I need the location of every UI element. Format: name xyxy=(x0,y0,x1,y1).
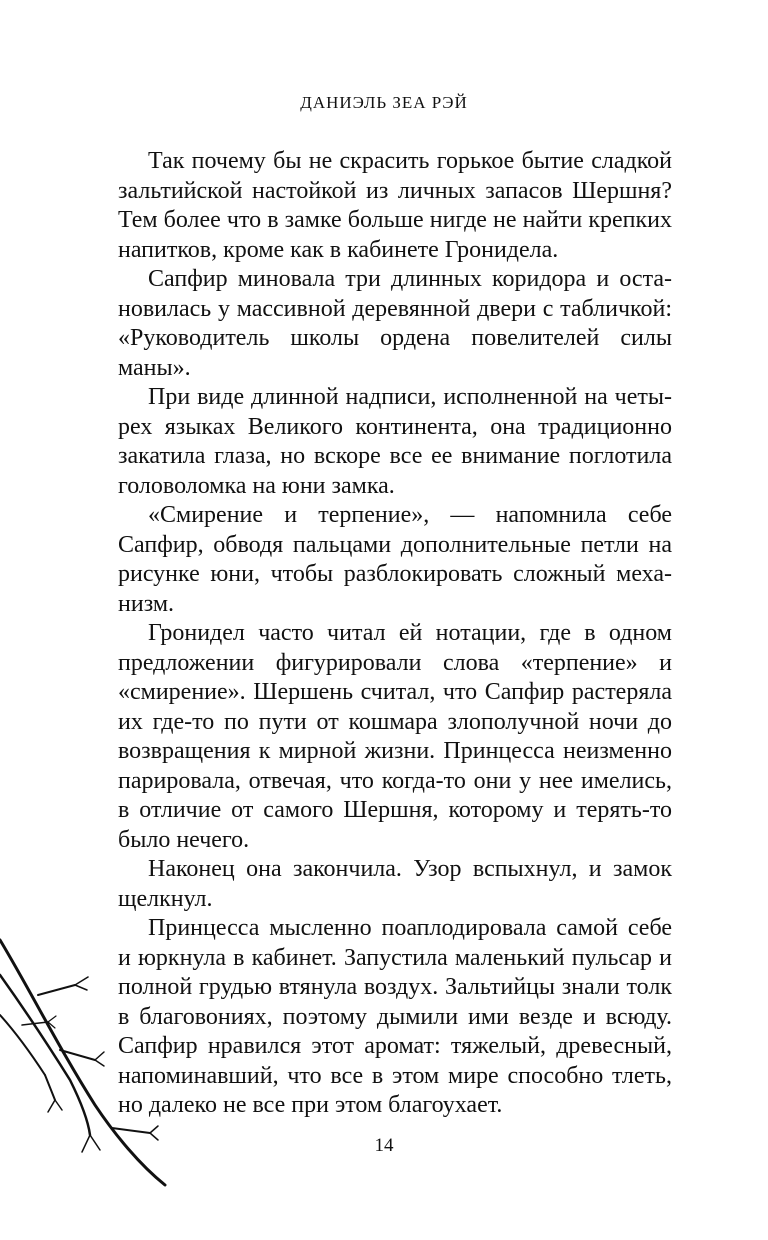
paragraph: При виде длинной надписи, исполненной на четырех языках Великого континента, она традиционно закатила глаза, но вскоре все ее внимание поглотила головоломка на юни замка. xyxy=(118,384,672,499)
body-text xyxy=(118,147,672,1121)
paragraph: «Смирение и терпение», — напомнила себе Сапфир, обводя пальцами дополнительные петли на рисунке юни, чтобы разблокировать сложный механизм. xyxy=(118,502,672,617)
running-header: ДАНИЭЛЬ ЗЕА РЭЙ xyxy=(300,93,468,112)
page-number: 14 xyxy=(374,1135,394,1156)
paragraph: Сапфир миновала три длинных коридора и остановилась у массивной деревянной двери с табличкой: «Руководитель школы ордена повелителей силы маны». xyxy=(118,266,672,381)
paragraph: Гронидел часто читал ей нотации, где в одном предложении фигурировали слова «терпение» и «смирение». Шершень считал, что Сапфир растеряла их где-то по пути от кошмара злополучной ночи до возвращения к мирной жизни. Принцесса неизменно парировала, отвечая, что когда-то они у нее имелись, в отличие от самого Шершня, которому и терять-то было нечего. xyxy=(118,620,672,853)
paragraph: Принцесса мысленно поаплодировала самой себе и юркнула в кабинет. Запустила маленький пульсар и полной грудью втянула воздух. Зальтийцы знали толк в благовониях, поэтому дымили ими везде и всюду. Сапфир нравился этот аромат: тяжелый, древесный, напоминавший, что все в этом мире способно тлеть, но далеко не все при этом благоухает. xyxy=(118,915,672,1118)
paragraph: Так почему бы не скрасить горькое бытие сладкой зальтийской настойкой из личных запасов Шершня? Тем более что в замке больше нигде не найти крепких напитков, кроме как в кабинете Гронидела. xyxy=(118,148,672,263)
paragraph: Наконец она закончила. Узор вспыхнул, и замок щелкнул. xyxy=(118,856,672,912)
